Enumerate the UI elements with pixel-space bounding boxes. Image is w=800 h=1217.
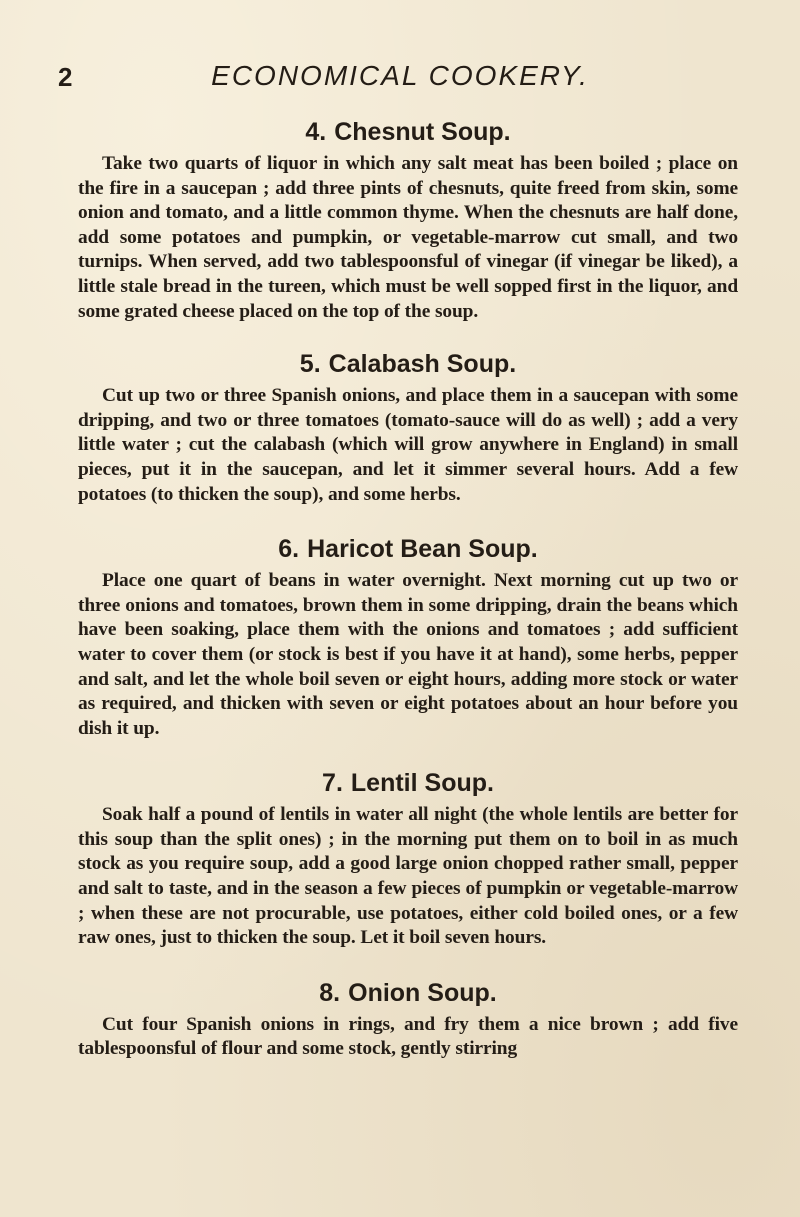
recipe-title: Onion Soup.: [348, 978, 497, 1007]
recipe-title: Chesnut Soup.: [334, 118, 511, 146]
recipe-heading: [78, 344, 738, 384]
recipe-text: Place one quart of beans in water overnight. Next morning cut up two or three onions and tomatoes, brown them in some dripping, drain the beans which have been soaking, place them with the onions and tomatoes ; add sufficient water to cover them (or stock is best if you have it at hand), some herbs, pepper and salt, and let the whole boil seven or eight hours, adding more stock or water as required, and thicken with seven or eight potatoes about an hour before you dish it up.: [78, 570, 738, 739]
recipe-haricot-bean-soup: [78, 529, 738, 741]
spacer: [78, 324, 738, 344]
recipe-chesnut-soup: [78, 112, 738, 324]
recipe-heading: [78, 112, 738, 152]
spacer: [78, 507, 738, 529]
spacer: [78, 741, 738, 763]
recipe-onion-soup: [78, 973, 738, 1062]
recipe-number: 4.: [305, 118, 327, 146]
page-content: [78, 112, 738, 1062]
recipe-text: Take two quarts of liquor in which any salt meat has been boiled ; place on the fire in a saucepan ; add three pints of chesnuts, quite freed from skin, some onion and tomato, and a little common thyme. When the chesnuts are half done, add some potatoes and pumpkin, or vegetable-marrow cut small, and two turnips. When served, add two tablespoonsful of vinegar (if vinegar be liked), a little stale bread in the tureen, which must be well sopped first in the liquor, and some grated cheese placed on the top of the soup.: [78, 153, 738, 322]
recipe-heading: [78, 973, 738, 1013]
recipe-text: Cut four Spanish onions in rings, and fry them a nice brown ; add five tablespoonsful of flour and some stock, gently stirring: [78, 1013, 738, 1060]
recipe-heading: [78, 763, 738, 803]
recipe-lentil-soup: [78, 763, 738, 951]
recipe-title: Lentil Soup.: [350, 769, 494, 798]
recipe-calabash-soup: [78, 344, 738, 507]
running-title: ECONOMICAL COOKERY.: [211, 60, 589, 91]
recipe-number: 5.: [299, 350, 321, 379]
recipe-title: Calabash Soup.: [328, 350, 517, 379]
spacer: [78, 951, 738, 973]
running-head: [0, 60, 800, 100]
recipe-number: 7.: [322, 769, 343, 798]
recipe-number: 6.: [278, 535, 300, 564]
recipe-heading: [78, 529, 738, 569]
recipe-number: 8.: [319, 978, 341, 1007]
page-number: 2: [58, 62, 73, 92]
recipe-title: Haricot Bean Soup.: [307, 535, 538, 564]
recipe-text: Cut up two or three Spanish onions, and place them in a saucepan with some dripping, and two or three tomatoes (tomato-sauce will do as well) ; add a very little water ; cut the calabash (which will grow anywhere in England) in small pieces, put it in the saucepan, and let it simmer several hours. Add a few potatoes (to thicken the soup), and some herbs.: [78, 385, 738, 505]
recipe-text: Soak half a pound of lentils in water all night (the whole lentils are better for this soup than the split ones) ; in the morning put them on to boil in as much stock as you require soup, add a good large onion chopped rather small, pepper and salt to taste, and in the season a few pieces of pumpkin or vegetable-marrow ; when these are not procurable, use potatoes, either cold boiled ones, or a few raw ones, just to thicken the soup. Let it boil seven hours.: [78, 804, 738, 949]
